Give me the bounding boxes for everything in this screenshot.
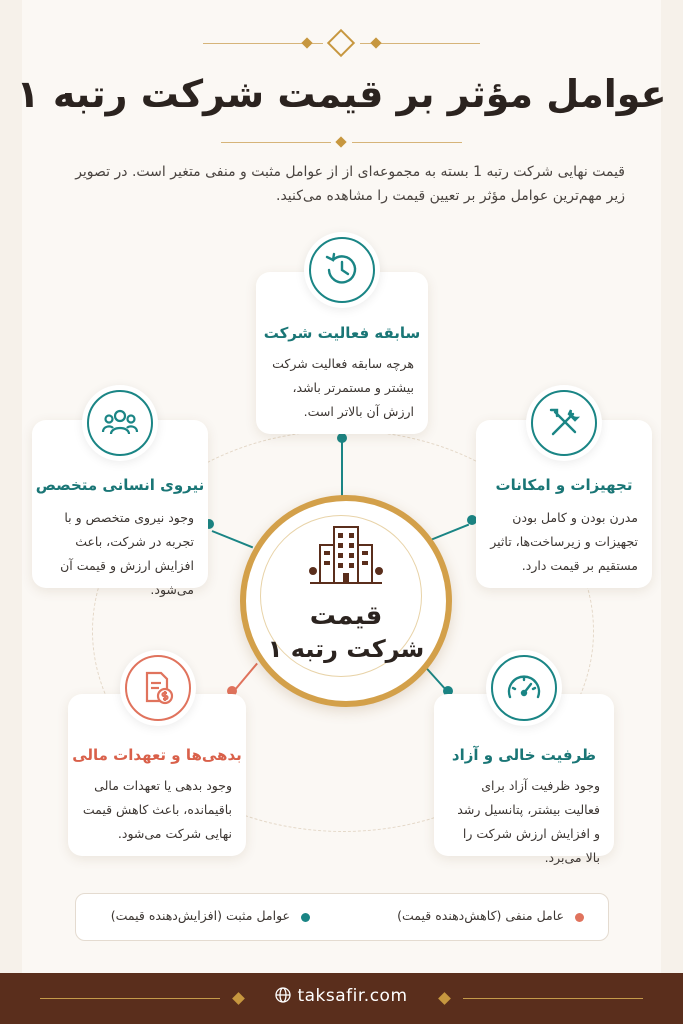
page-title: عوامل مؤثر بر قیمت شرکت رتبه ۱	[16, 72, 667, 116]
invoice-dollar-icon	[139, 669, 177, 707]
factor-description: هرچه سابقه فعالیت شرکت بیشتر و مستمرتر باشد، ارزش آن بالاتر است.	[272, 356, 414, 419]
factor-icon-equipment	[526, 385, 602, 461]
title-divider-left	[221, 142, 331, 143]
factor-description: وجود ظرفیت آزاد برای فعالیت بیشتر، پتانسیل رشد و افزایش ارزش شرکت را بالا می‌برد.	[457, 778, 600, 865]
connector-top	[341, 438, 343, 498]
intro-paragraph: قیمت نهایی شرکت رتبه 1 بسته به مجموعه‌ای از از عوامل مثبت و منفی متغیر است. در تصویر زیر مهم‌ترین عوامل مؤثر بر تعیین قیمت را مشاهده می‌کنید.	[75, 164, 625, 204]
gauge-icon	[505, 669, 543, 707]
factor-icon-workforce	[82, 385, 158, 461]
center-circle	[240, 495, 452, 707]
legend-negative-label: عامل منفی (کاهش‌دهنده قیمت)	[397, 908, 564, 923]
center-title-price: قیمت	[309, 601, 383, 631]
center-title-company: شرکت رتبه ۱	[267, 635, 425, 663]
legend-positive-label: عوامل مثبت (افزایش‌دهنده قیمت)	[110, 908, 290, 923]
globe-icon	[275, 987, 291, 1003]
factor-title: تجهیزات و امکانات	[495, 476, 633, 494]
connector-dot-top	[337, 433, 347, 443]
title-divider-right	[352, 142, 462, 143]
factor-description: وجود بدهی یا تعهدات مالی باقیمانده، باعث کاهش قیمت نهایی شرکت می‌شود.	[82, 778, 232, 841]
footer-website[interactable]	[0, 986, 683, 1006]
legend-negative-dot	[575, 913, 584, 922]
tools-icon	[545, 404, 583, 442]
legend	[75, 893, 609, 941]
footer-website-label: taksafir.com	[297, 986, 408, 1006]
history-clock-icon	[323, 251, 361, 289]
factor-description: وجود نیروی متخصص و با تجربه در شرکت، باعث افزایش ارزش و قیمت آن می‌شود.	[60, 510, 194, 597]
factor-icon-debts	[120, 650, 196, 726]
factor-title: سابقه فعالیت شرکت	[263, 324, 421, 342]
factor-description: مدرن بودن و کامل بودن تجهیزات و زیرساخت‌ها، تاثیر مستقیم بر قیمت دارد.	[490, 510, 638, 573]
factor-title: نیروی انسانی متخصص	[35, 476, 205, 494]
legend-positive-dot	[301, 913, 310, 922]
factor-icon-history	[304, 232, 380, 308]
building-icon	[308, 523, 384, 587]
factor-icon-capacity	[486, 650, 562, 726]
people-group-icon	[101, 404, 139, 442]
factor-title: بدهی‌ها و تعهدات مالی	[72, 746, 242, 764]
factor-title: ظرفیت خالی و آزاد	[451, 746, 597, 764]
